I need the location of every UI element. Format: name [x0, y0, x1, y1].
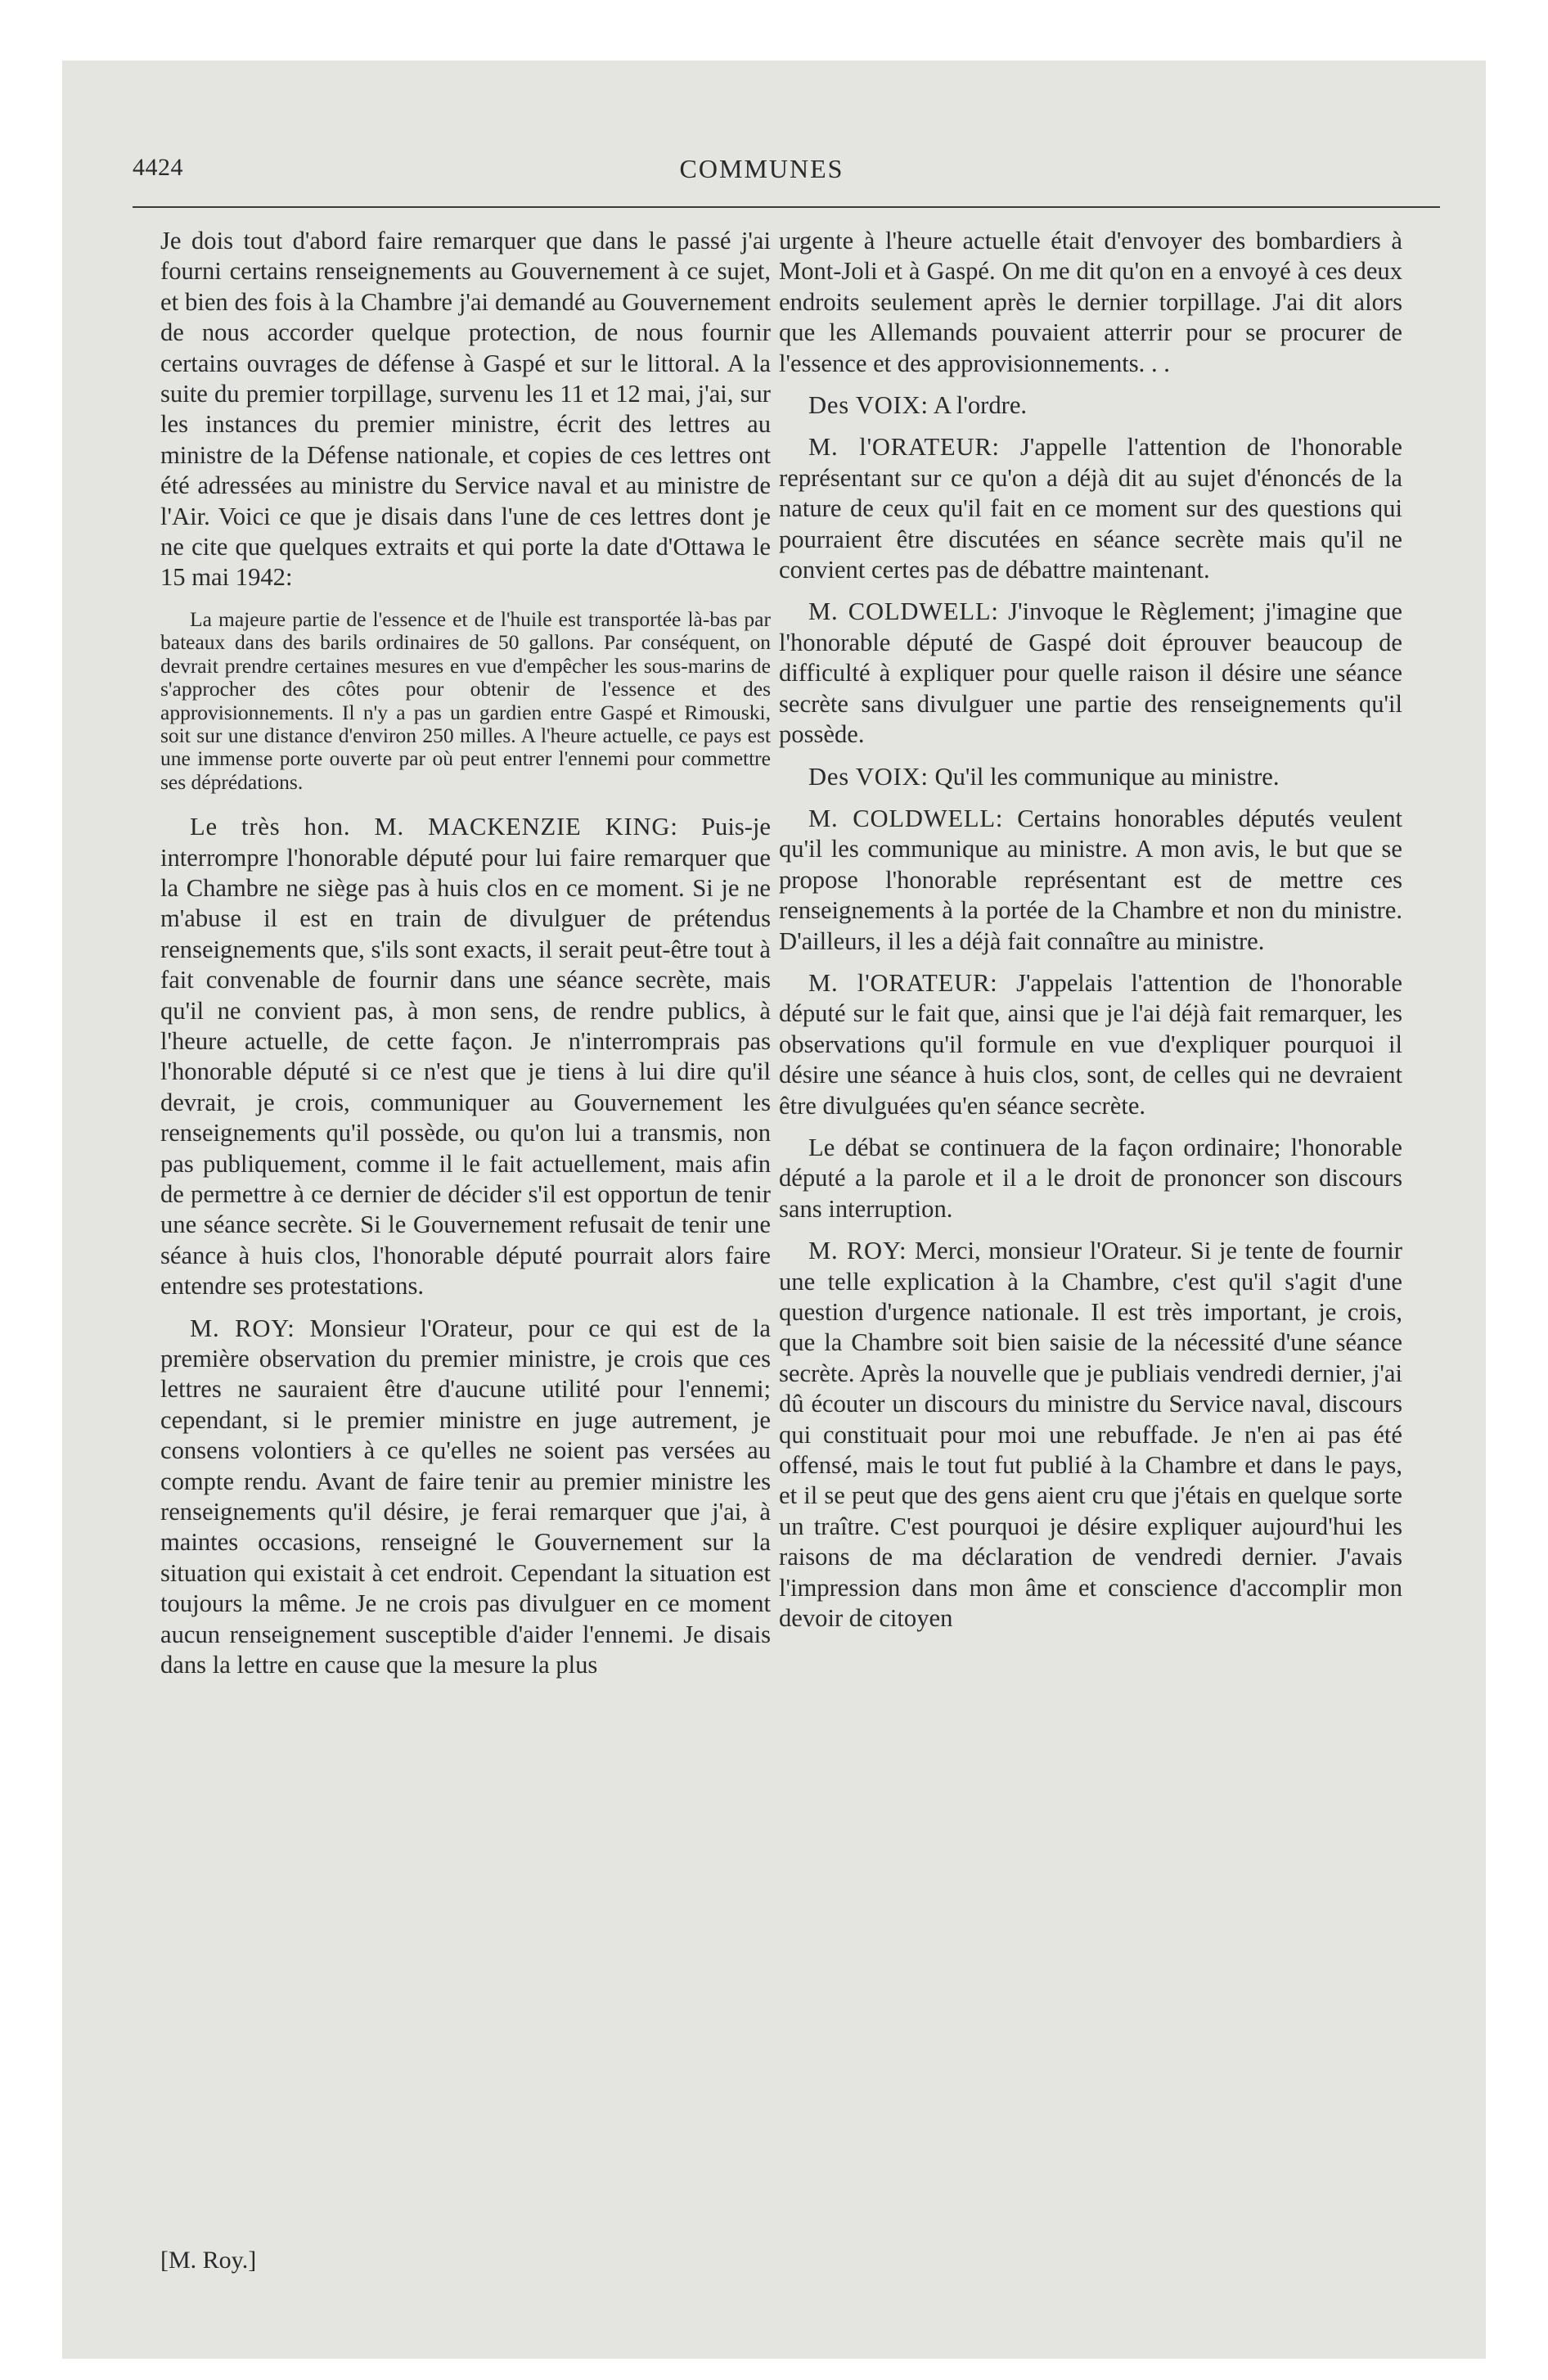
- paragraph: Je dois tout d'abord faire remarquer que dans le passé j'ai fourni certains renseignements au Gouvernement à ce sujet, et bien des fois à la Chambre j'ai demandé au Gouvernement de nous accorder quelque protection, de nous fournir certains ouvrages de défense à Gaspé et sur le littoral. A la suite du premier torpillage, survenu les 11 et 12 mai, j'ai, sur les instances du premier ministre, écrit des lettres au ministre de la Défense nationale, et copies de ces lettres ont été adressées au ministre du Service naval et au ministre de l'Air. Voici ce que je disais dans l'une de ces lettres dont je ne cite que quelques extraits et qui porte la date d'Ottawa le 15 mai 1942:: [160, 227, 771, 592]
- paragraph: urgente à l'heure actuelle était d'envoyer des bombardiers à Mont-Joli et à Gaspé. On me dit qu'on en a envoyé à ces deux endroits seulement après le dernier torpillage. J'ai dit alors que les Allemands pouvaient atterrir pour se procurer de l'essence et des approvisionnements. . .: [779, 227, 1402, 377]
- speech-text: J'appelle l'attention de l'honorable représentant sur ce qu'on a déjà dit au sujet d'énoncés de la nature de ceux qu'il fait en ce moment sur des questions qui pourraient être discutées en séance secrète mais qu'il ne convient certes pas de débattre maintenant.: [779, 433, 1402, 584]
- paragraph: [779, 804, 1402, 957]
- paragraph: [160, 1314, 771, 1681]
- paragraph: Le débat se continuera de la façon ordinaire; l'honorable député a la parole et il a le droit de prononcer son discours sans interruption.: [779, 1133, 1402, 1223]
- speech-text: J'invoque le Règlement; j'imagine que l'honorable député de Gaspé doit éprouver beaucoup de difficulté à expliquer pour quelle raison il désire une séance secrète sans divulguer une partie des renseignements qu'il possède.: [779, 597, 1402, 749]
- speech-text: Certains honorables députés veulent qu'il les communique au ministre. A mon avis, le but que se propose l'honorable représentant est de mettre ces renseignements à la portée de la Chambre et non du ministre. D'ailleurs, il les a déjà fait connaître au ministre.: [779, 804, 1402, 955]
- page-header: [90, 154, 1433, 195]
- speaker-name: M. l'ORATEUR:: [808, 968, 998, 997]
- paragraph: [779, 968, 1402, 1121]
- running-title: COMMUNES: [679, 154, 844, 183]
- paragraph: [779, 1236, 1402, 1634]
- speech-text: A l'ordre.: [933, 391, 1028, 420]
- header-rule: [133, 206, 1440, 208]
- paragraph: [779, 432, 1402, 585]
- speaker-name: Des VOIX:: [808, 762, 929, 791]
- speech-text: Qu'il les communique au ministre.: [934, 762, 1280, 791]
- right-column: [779, 226, 1402, 1645]
- page-footer-speaker: [M. Roy.]: [160, 2247, 257, 2274]
- speaker-name: Le très hon. M. MACKENZIE KING:: [190, 813, 678, 841]
- speaker-name: M. ROY:: [190, 1314, 295, 1342]
- quoted-letter: La majeure partie de l'essence et de l'huile est transportée là-bas par bateaux dans des barils ordinaires de 50 gallons. Par conséquent, on devrait prendre certaines mesures en vue d'empêcher les sous-marins de s'approcher des côtes pour obtenir de l'essence et des approvisionnements. Il n'y a pas un gardien entre Gaspé et Rimouski, soit sur une distance d'environ 250 milles. A l'heure actuelle, ce pays est une immense porte ouverte par où peut entrer l'ennemi pour commettre ses déprédations.: [160, 606, 771, 794]
- paragraph: [160, 812, 771, 1302]
- speech-text: Puis-je interrompre l'honorable député pour lui faire remarquer que la Chambre ne siège pas à huis clos en ce moment. Si je ne m'abuse il est en train de divulguer de prétendus renseignements que, s'ils sont exacts, il serait peut-être tout à fait convenable de fournir dans une séance secrète, mais qu'il ne convient pas, à mon sens, de rendre publics, à l'heure actuelle, de cette façon. Je n'interromprais pas l'honorable député si ce n'est que je tiens à lui dire qu'il devrait, je crois, communiquer au Gouvernement les renseignements qu'il possède, ou qu'on lui a transmis, non pas publiquement, comme il le fait actuellement, mais afin de permettre à ce dernier de décider s'il est opportun de tenir une séance secrète. Si le Gouvernement refusait de tenir une séance à huis clos, l'honorable député pourrait alors faire entendre ses protestations.: [160, 813, 772, 1300]
- paragraph: [779, 762, 1402, 792]
- speaker-name: M. l'ORATEUR:: [808, 433, 1000, 462]
- speech-text: Monsieur l'Orateur, pour ce qui est de la première observation du premier ministre, je crois que ces lettres ne sauraient être d'aucune utilité pour l'ennemi; cependant, si le premier ministre en juge autrement, je consens volontiers à ce qu'elles ne soient pas versées au compte rendu. Avant de faire tenir au premier ministre les renseignements qu'il désire, je ferai remarquer que j'ai, à maintes occasions, renseigné le Gouvernement sur la situation qui existait à cet endroit. Cependant la situation est toujours la même. Je ne crois pas divulguer en ce moment aucun renseignement susceptible d'aider l'ennemi. Je disais dans la lettre en cause que la mesure la plus: [160, 1314, 771, 1679]
- paragraph: [779, 597, 1402, 750]
- speech-text: Merci, monsieur l'Orateur. Si je tente de fournir une telle explication à la Chambre, c'est qu'il s'agit d'une question d'urgence nationale. Il est très important, je crois, que la Chambre soit bien saisie de la nécessité d'une séance secrète. Après la nouvelle que je publiais vendredi dernier, j'ai dû écouter un discours du ministre du Service naval, discours qui constituait pour moi une rebuffade. Je n'en ai pas été offensé, mais le tout fut publié à la Chambre et dans le pays, et il se peut que des gens aient cru que j'étais en quelque sorte un traître. C'est pourquoi je désire expliquer aujourd'hui les raisons de ma déclaration de vendredi dernier. J'avais l'impression dans mon âme et conscience d'accomplir mon devoir de citoyen: [779, 1237, 1402, 1633]
- speaker-name: Des VOIX:: [808, 391, 929, 420]
- speaker-name: M. ROY:: [808, 1237, 907, 1265]
- speaker-name: M. COLDWELL:: [808, 597, 999, 626]
- speaker-name: M. COLDWELL:: [808, 804, 1004, 832]
- paragraph: [779, 390, 1402, 421]
- page-number: 4424: [133, 154, 183, 181]
- left-column: [160, 226, 771, 1693]
- speech-text: J'appelais l'attention de l'honorable député sur le fait que, ainsi que je l'ai déjà fait remarquer, les observations qu'il formule en vue d'expliquer pourquoi il désire une séance à huis clos, sont, de celles qui ne devraient être divulguées qu'en séance secrète.: [779, 968, 1402, 1120]
